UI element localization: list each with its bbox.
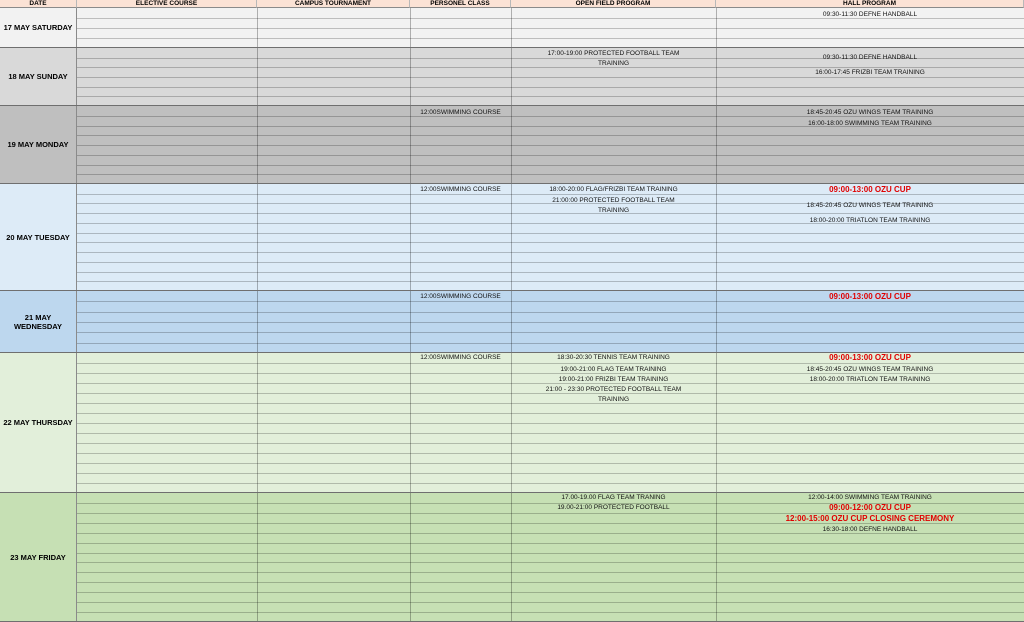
row-line xyxy=(77,322,1024,323)
schedule-entry: 12:00SWIMMING COURSE xyxy=(420,186,501,193)
day-block xyxy=(0,291,1024,353)
row-line xyxy=(77,602,1024,603)
row-line xyxy=(77,562,1024,563)
schedule-entry: 09:00-13:00 OZU CUP xyxy=(829,185,911,194)
schedule-entry: 09:30-11:30 DEFNE HANDBALL xyxy=(822,11,918,18)
row-line xyxy=(77,135,1024,136)
schedule-entry: 19:00-21:00 FLAG TEAM TRAINING xyxy=(560,366,667,373)
schedule-entry: 16:00-17:45 FRIZBI TEAM TRAINING xyxy=(815,69,925,76)
header-date: DATE xyxy=(0,0,77,8)
row-line xyxy=(77,543,1024,544)
schedule-entry: 18:00-20:00 FLAG/FRIZBI TEAM TRAINING xyxy=(549,186,678,193)
day-label: 23 MAY FRIDAY xyxy=(0,493,77,621)
row-line xyxy=(77,592,1024,593)
row-line xyxy=(77,423,1024,424)
day-block xyxy=(0,106,1024,184)
day-label: 21 MAY WEDNESDAY xyxy=(0,291,77,352)
row-line xyxy=(77,174,1024,175)
schedule-entry: 21:00 - 23:30 PROTECTED FOOTBALL TEAM TRAINING xyxy=(545,386,682,403)
row-line xyxy=(77,87,1024,88)
schedule-entry: 18:00-20:00 TRIATLON TEAM TRAINING xyxy=(809,376,931,383)
day-label: 17 MAY SATURDAY xyxy=(0,8,77,47)
header-personel-class: PERSONEL CLASS xyxy=(410,0,511,8)
schedule-entry: 12:00SWIMMING COURSE xyxy=(420,354,501,361)
schedule-entry: 16:30-18:00 DEFNE HANDBALL xyxy=(822,526,918,533)
row-line xyxy=(77,413,1024,414)
day-label: 18 MAY SUNDAY xyxy=(0,48,77,105)
column-line xyxy=(257,291,258,352)
row-line xyxy=(77,453,1024,454)
column-line xyxy=(257,8,258,47)
column-line xyxy=(410,184,411,290)
schedule-entry: 09:00-13:00 OZU CUP xyxy=(829,292,911,301)
day-block xyxy=(0,8,1024,48)
row-line xyxy=(77,553,1024,554)
column-line xyxy=(511,184,512,290)
schedule-entry: 18:00-20:00 TRIATLON TEAM TRAINING xyxy=(809,217,931,224)
column-line xyxy=(257,48,258,105)
schedule-entry: 09:30-11:30 DEFNE HANDBALL xyxy=(822,54,918,61)
header-hall-program: HALL PROGRAM xyxy=(716,0,1024,8)
schedule-entry: 12:00SWIMMING COURSE xyxy=(420,293,501,300)
day-label: 20 MAY TUESDAY xyxy=(0,184,77,290)
schedule-entry: 09:00-12:00 OZU CUP xyxy=(829,503,911,512)
row-line xyxy=(77,233,1024,234)
row-line xyxy=(77,572,1024,573)
day-block xyxy=(0,353,1024,493)
schedule-entry: 18:45-20:45 OZU WINGS TEAM TRAINING xyxy=(806,366,934,373)
row-line xyxy=(77,443,1024,444)
schedule-entry: 17:00-19:00 PROTECTED FOOTBALL TEAM TRAINING xyxy=(547,50,680,67)
header-elective-course: ELECTIVE COURSE xyxy=(77,0,257,8)
column-line xyxy=(410,48,411,105)
column-line xyxy=(716,184,717,290)
row-line xyxy=(77,38,1024,39)
row-line xyxy=(77,473,1024,474)
day-block xyxy=(0,48,1024,106)
column-line xyxy=(257,184,258,290)
schedule-entry: 12:00-14:00 SWIMMING TEAM TRAINING xyxy=(808,494,932,501)
schedule-entry: 18:30-20:30 TENNIS TEAM TRAINING xyxy=(557,354,670,361)
schedule-entry: 12:00SWIMMING COURSE xyxy=(420,109,501,116)
column-line xyxy=(257,106,258,183)
day-label: 22 MAY THURSDAY xyxy=(0,353,77,492)
schedule-entry: 17.00-19.00 FLAG TEAM TRANING xyxy=(561,494,666,501)
row-line xyxy=(77,281,1024,282)
column-line xyxy=(511,106,512,183)
header-open-field-program: OPEN FIELD PROGRAM xyxy=(511,0,716,8)
schedule-entry: 09:00-13:00 OZU CUP xyxy=(829,353,911,362)
row-line xyxy=(77,463,1024,464)
row-line xyxy=(77,272,1024,273)
row-line xyxy=(77,96,1024,97)
row-line xyxy=(77,312,1024,313)
row-line xyxy=(77,155,1024,156)
column-line xyxy=(257,353,258,492)
row-line xyxy=(77,242,1024,243)
row-line xyxy=(77,582,1024,583)
row-line xyxy=(77,433,1024,434)
schedule-entry: 18:45-20:45 OZU WINGS TEAM TRAINING xyxy=(806,202,934,209)
day-block xyxy=(0,493,1024,622)
row-line xyxy=(77,343,1024,344)
header-campus-tournament: CAMPUS TOURNAMENT xyxy=(257,0,410,8)
column-line xyxy=(511,48,512,105)
day-block xyxy=(0,184,1024,291)
schedule-entry: 12:00-15:00 OZU CUP CLOSING CEREMONY xyxy=(785,514,955,523)
row-line xyxy=(77,483,1024,484)
row-line xyxy=(77,252,1024,253)
schedule-entry: 18:45-20:45 OZU WINGS TEAM TRAINING xyxy=(806,109,934,116)
row-line xyxy=(77,145,1024,146)
column-line xyxy=(257,493,258,621)
row-line xyxy=(77,28,1024,29)
column-line xyxy=(410,353,411,492)
row-line xyxy=(77,262,1024,263)
row-line xyxy=(77,332,1024,333)
column-line xyxy=(511,8,512,47)
schedule-entry: 19.00-21:00 PROTECTED FOOTBALL xyxy=(557,504,670,511)
column-line xyxy=(410,493,411,621)
column-line xyxy=(410,8,411,47)
row-line xyxy=(77,165,1024,166)
row-line xyxy=(77,363,1024,364)
column-line xyxy=(511,291,512,352)
schedule-entry: 21:00:00 PROTECTED FOOTBALL TEAM TRAINING xyxy=(552,197,675,214)
day-label: 19 MAY MONDAY xyxy=(0,106,77,183)
schedule-entry: 19:00-21:00 FRIZBI TEAM TRAINING xyxy=(558,376,669,383)
row-line xyxy=(77,612,1024,613)
schedule-entry: 16:00-18:00 SWIMMING TEAM TRAINING xyxy=(808,120,932,127)
